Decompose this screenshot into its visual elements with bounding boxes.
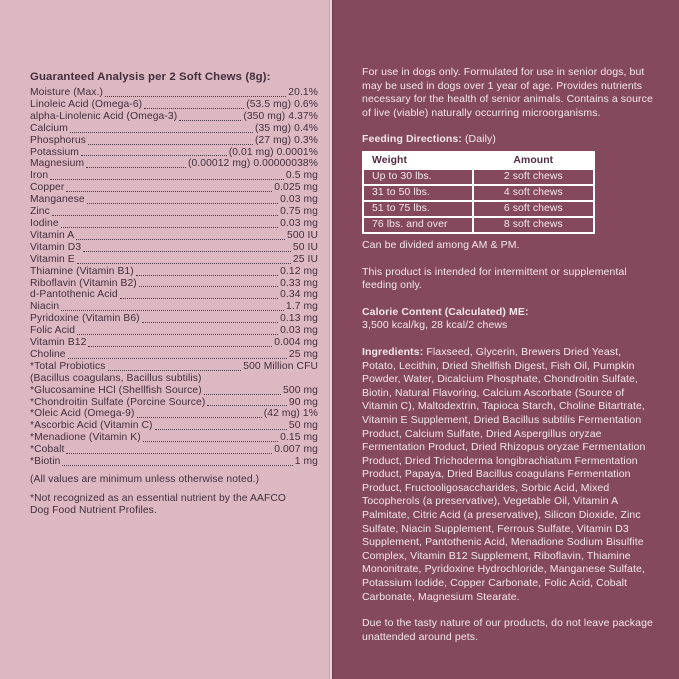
nutrient-label: Vitamin B12 (30, 337, 87, 349)
analysis-row (30, 337, 318, 349)
weight-cell: 76 lbs. and over (372, 219, 448, 231)
dot-leader (204, 386, 281, 395)
nutrient-label: *Chondroitin Sulfate (Porcine Source) (30, 396, 206, 408)
analysis-row (30, 87, 318, 99)
nutrient-value: (27 mg) 0.3% (254, 134, 318, 146)
nutrient-value: 0.004 mg (274, 337, 318, 349)
dot-leader (68, 350, 287, 359)
nutrient-label: alpha-Linolenic Acid (Omega-3) (30, 110, 178, 122)
dot-leader (144, 100, 244, 109)
nutrient-value: (350 mg) 4.37% (243, 110, 318, 122)
nutrient-value: 20.1% (288, 87, 318, 98)
feeding-directions-heading (362, 133, 658, 147)
analysis-rows (30, 87, 318, 468)
analysis-row (30, 289, 318, 301)
analysis-row (30, 135, 318, 147)
dot-leader (61, 302, 284, 311)
usage-paragraph: For use in dogs only. Formulated for use in senior dogs, but may be used in dogs over 1 year of age. Provides nutrients necessary for the health of senior animals. Contains a source of live (viable) naturally occurring microorganisms. (362, 66, 653, 119)
feeding-table (362, 151, 595, 234)
dot-leader (77, 326, 278, 335)
ingredients-label: Ingredients: (362, 345, 424, 358)
amount-cell: 2 soft chews (472, 170, 593, 184)
nutrient-value: (42 mg) 1% (263, 408, 318, 420)
analysis-row (30, 420, 318, 432)
dot-leader (66, 183, 272, 192)
nutrient-label: *Cobalt (30, 444, 65, 456)
analysis-row (30, 313, 318, 325)
dot-leader (87, 195, 278, 204)
dot-leader (120, 290, 278, 299)
dot-leader (142, 314, 278, 323)
amount-cell: 6 soft chews (472, 202, 593, 216)
nutrient-label: Moisture (Max.) (30, 87, 104, 98)
nutrient-value: 0.03 mg (280, 217, 318, 229)
minimum-values-note: (All values are minimum unless otherwise noted.) (30, 474, 260, 485)
nutrient-label: Calcium (30, 122, 68, 134)
dot-leader (88, 136, 253, 145)
analysis-row (30, 397, 318, 409)
analysis-row (30, 408, 318, 420)
nutrient-value: 500 IU (287, 229, 318, 241)
directions-panel (333, 0, 679, 679)
analysis-row (30, 266, 318, 278)
feeding-directions-label: Feeding Directions: (362, 133, 462, 146)
nutrient-value: 50 mg (288, 420, 318, 432)
analysis-row (30, 432, 318, 444)
dot-leader (66, 445, 272, 454)
feeding-directions-frequency: (Daily) (461, 133, 496, 146)
feeding-table-row (364, 202, 593, 216)
nutrient-label: (Bacillus coagulans, Bacillus subtilis) (30, 372, 202, 384)
nutrient-value: 0.03 mg (280, 194, 318, 206)
intermittent-note: This product is intended for intermittent or supplemental feeding only. (362, 265, 627, 292)
dot-leader (61, 219, 278, 228)
analysis-row (30, 147, 318, 159)
nutrient-label: *Total Probiotics (30, 360, 106, 372)
dot-leader (52, 207, 278, 216)
analysis-row (30, 158, 318, 170)
nutrient-label: Copper (30, 182, 65, 194)
weight-cell: Up to 30 lbs. (372, 171, 432, 183)
nutrient-value: 0.5 mg (285, 170, 318, 182)
dot-leader (143, 433, 278, 442)
nutrient-label: Thiamine (Vitamin B1) (30, 265, 134, 277)
nutrient-label: Niacin (30, 301, 60, 313)
nutrient-value: 0.12 mg (280, 265, 318, 277)
nutrient-label: Vitamin D3 (30, 241, 82, 253)
analysis-row (30, 218, 318, 230)
nutrient-label: Riboflavin (Vitamin B2) (30, 277, 137, 289)
analysis-row (30, 325, 318, 337)
nutrient-value: 500 Million CFU (243, 360, 318, 372)
nutrient-value: 50 IU (292, 241, 318, 253)
nutrient-label: d-Pantothenic Acid (30, 289, 118, 301)
nutrient-label: *Biotin (30, 456, 61, 468)
nutrient-value: 1.7 mg (285, 301, 318, 313)
amount-cell: 4 soft chews (472, 186, 593, 200)
dot-leader (139, 278, 278, 287)
dot-leader (86, 159, 186, 168)
warning-paragraph: Due to the tasty nature of our products, do not leave package unattended around pets. (362, 617, 653, 643)
nutrient-value: (0.00012 mg) 0.00000038% (187, 158, 318, 170)
feeding-table-header-row (364, 153, 593, 168)
analysis-row (30, 254, 318, 266)
calorie-content-label: Calorie Content (Calculated) ME: (362, 305, 529, 318)
feeding-table-row (364, 170, 593, 184)
analysis-row (30, 194, 318, 206)
nutrient-label: Choline (30, 348, 66, 360)
nutrient-label: Vitamin E (30, 253, 75, 265)
analysis-row (30, 456, 318, 468)
analysis-row (30, 99, 318, 111)
calorie-content (362, 306, 658, 333)
nutrient-value: (0.01 mg) 0.0001% (228, 146, 318, 158)
nutrient-label: Vitamin A (30, 229, 75, 241)
nutrient-value: 1 mg (294, 456, 318, 468)
nutrient-label: Folic Acid (30, 325, 76, 337)
nutrient-label: Magnesium (30, 158, 85, 170)
weight-cell: 51 to 75 lbs. (372, 203, 430, 215)
feeding-table-row (364, 218, 593, 232)
nutrient-label: Manganese (30, 194, 85, 206)
aafco-note: *Not recognized as an essential nutrient by the AAFCO Dog Food Nutrient Profiles. (30, 492, 286, 517)
amount-cell: 8 soft chews (472, 218, 593, 232)
nutrient-value: 25 mg (288, 348, 318, 360)
nutrient-value: 0.33 mg (280, 277, 318, 289)
dot-leader (105, 88, 286, 97)
analysis-row (30, 123, 318, 135)
dot-leader (77, 255, 291, 264)
amount-header: Amount (472, 153, 593, 168)
dot-leader (179, 112, 241, 121)
nutrient-label: *Oleic Acid (Omega-9) (30, 408, 135, 420)
dot-leader (81, 147, 227, 156)
dot-leader (136, 267, 278, 276)
analysis-row (30, 349, 318, 361)
nutrient-value: 0.75 mg (280, 206, 318, 218)
nutrient-value: 0.025 mg (274, 182, 318, 194)
analysis-row (30, 278, 318, 290)
nutrient-value: 0.13 mg (280, 313, 318, 325)
nutrient-value: 0.03 mg (280, 325, 318, 337)
nutrient-label: *Ascorbic Acid (Vitamin C) (30, 420, 153, 432)
ingredients-list: Flaxseed, Glycerin, Brewers Dried Yeast, Potato, Lecithin, Dried Shellfish Digest, Fish Oil, Pumpkin Powder, Water, Dicalcium Phosphate, Chondroitin Sulfate, Biotin, Natural Flavoring, Calcium Ascorbate (Source of Vitamin C), Maltodextrin, Tapioca Starch, Choline Bitartrate, Vitamin E Supplement, Dried Bacillus subtilis Fermentation Product, Calcium Sulfate, Dried Aspergillus oryzae Fermentation Product, Dried Rhizopus oryzae Fermentation Product, Dried Trichoderma longibrachiatum Fermentation Product, Papaya, Dried Bacillus coagulans Fermentation Product, Fructooligosaccharides, Sorbic Acid, Mixed Tocopherols (a preservative), Vegetable Oil, Vitamin A Palmitate, Citric Acid (a preservative), Silicon Dioxide, Zinc Sulfate, Niacin Supplement, Ferrous Sulfate, Vitamin D3 Supplement, Pantothenic Acid, Menadione Sodium Bisulfite Complex, Vitamin B12 Supplement, Riboflavin, Thiamine Mononitrate, Pyridoxine Hydrochloride, Manganese Sulfate, Potassium Iodide, Copper Carbonate, Folic Acid, Cobalt Carbonate, Magnesium Stearate. (362, 345, 646, 603)
analysis-row (30, 301, 318, 313)
nutrient-label: *Menadione (Vitamin K) (30, 432, 141, 444)
nutrient-label: Pyridoxine (Vitamin B6) (30, 313, 140, 325)
analysis-row (30, 361, 318, 373)
dot-leader (155, 421, 287, 430)
analysis-row (30, 170, 318, 182)
guaranteed-analysis-title: Guaranteed Analysis per 2 Soft Chews (8g): (30, 71, 271, 83)
nutrient-label: *Glucosamine HCl (Shellfish Source) (30, 384, 202, 396)
analysis-row (30, 230, 318, 242)
nutrient-value: 0.34 mg (280, 289, 318, 301)
nutrient-label: Iodine (30, 217, 59, 229)
analysis-row (30, 373, 318, 385)
feeding-table-row (364, 186, 593, 200)
nutrient-label: Iron (30, 170, 49, 182)
dot-leader (83, 243, 291, 252)
nutrient-value: (53.5 mg) 0.6% (246, 98, 318, 110)
dot-leader (108, 362, 242, 371)
nutrient-label: Phosphorus (30, 134, 86, 146)
ingredients-paragraph (362, 346, 658, 604)
analysis-row (30, 444, 318, 456)
dot-leader (50, 171, 284, 180)
dot-leader (62, 457, 292, 466)
calorie-content-value: 3,500 kcal/kg, 28 kcal/2 chews (362, 319, 508, 332)
nutrient-value: 25 IU (292, 253, 318, 265)
dot-leader (70, 124, 253, 133)
analysis-row (30, 206, 318, 218)
guaranteed-analysis-panel (0, 0, 329, 679)
divided-note: Can be divided among AM & PM. (362, 238, 520, 251)
analysis-row (30, 182, 318, 194)
analysis-row (30, 111, 318, 123)
nutrient-value: 0.007 mg (274, 444, 318, 456)
weight-header: Weight (372, 154, 408, 166)
weight-cell: 31 to 50 lbs. (372, 187, 430, 199)
nutrient-value: (35 mg) 0.4% (254, 122, 318, 134)
nutrient-value: 500 mg (283, 384, 318, 396)
analysis-row (30, 385, 318, 397)
dot-leader (88, 338, 272, 347)
dot-leader (137, 409, 262, 418)
nutrient-value: 0.15 mg (280, 432, 318, 444)
nutrient-label: Zinc (30, 206, 50, 218)
dot-leader (207, 397, 286, 406)
nutrient-label: Linoleic Acid (Omega-6) (30, 98, 143, 110)
dot-leader (76, 231, 285, 240)
nutrient-label: Potassium (30, 146, 79, 158)
nutrient-value: 90 mg (288, 396, 318, 408)
analysis-row (30, 242, 318, 254)
